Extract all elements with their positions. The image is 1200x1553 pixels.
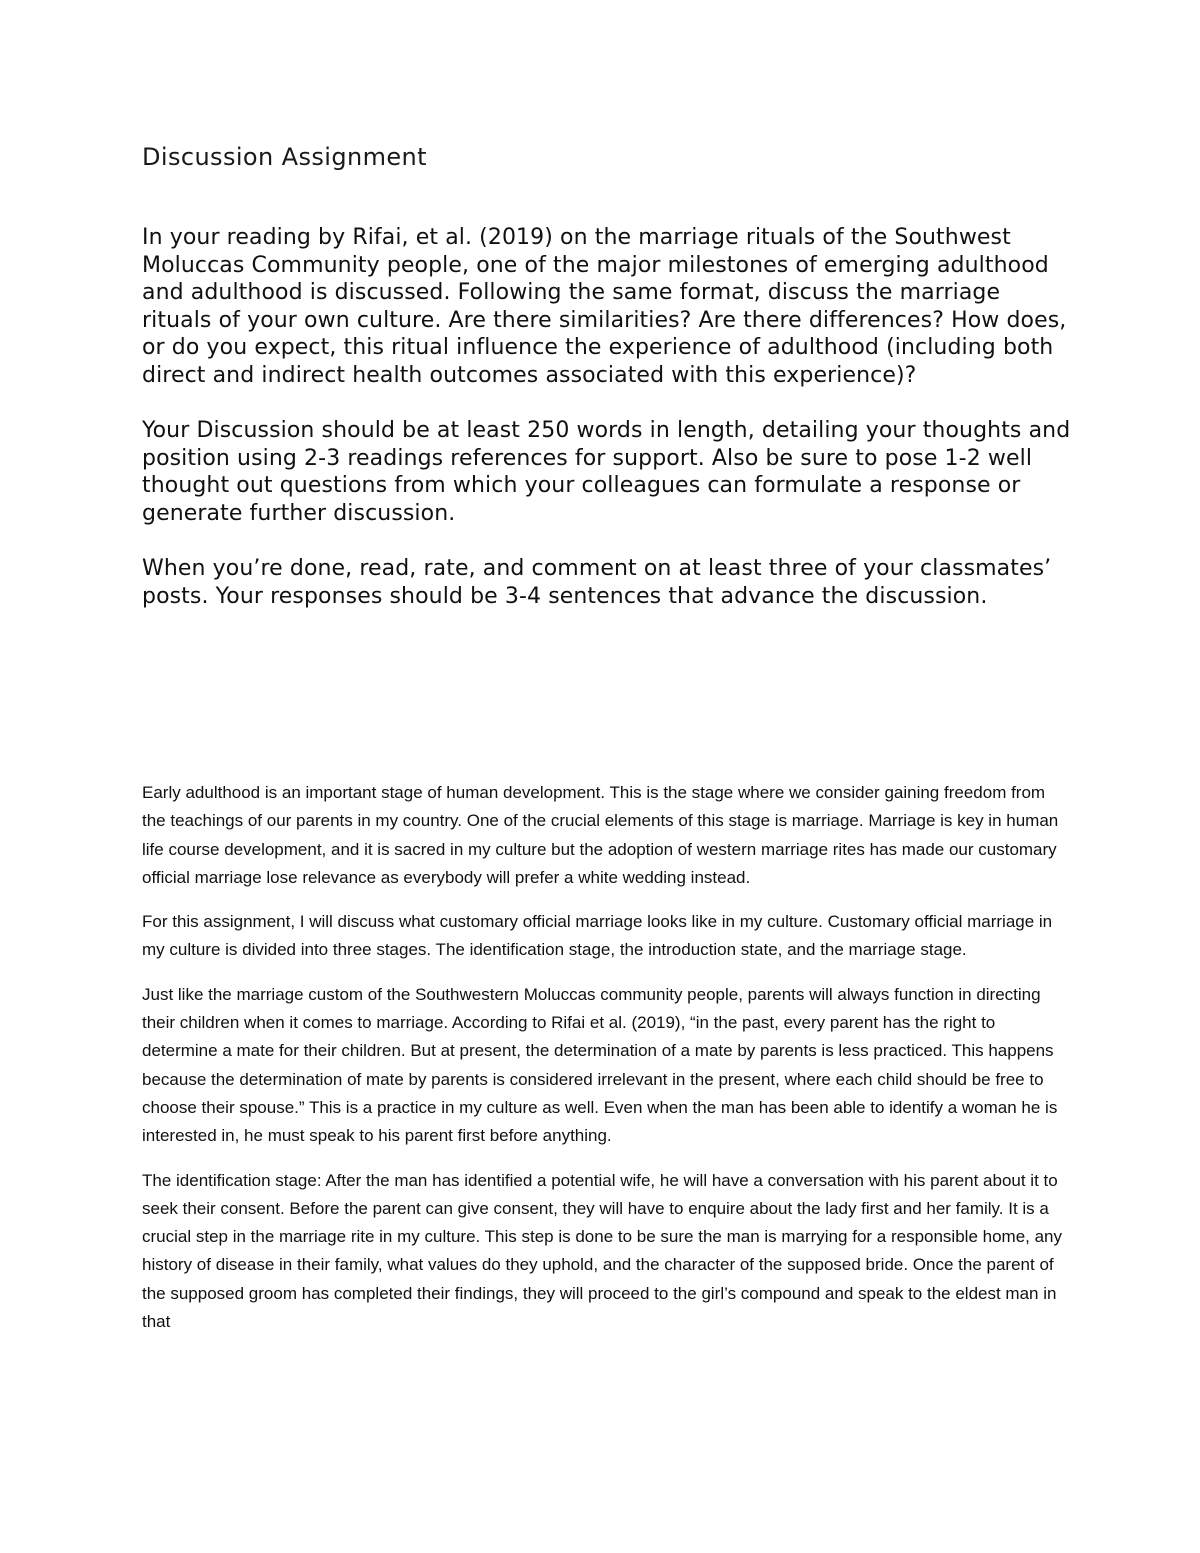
essay-paragraph: Just like the marriage custom of the Southwestern Moluccas community people, parents will always function in directing their children when it comes to marriage. According to Rifai et al. (2019), “in the past, every parent has the right to determine a mate for their children. But at present, the determination of a mate by parents is less practiced. This happens because the determination of mate by parents is considered irrelevant in the present, where each child should be free to choose their spouse.” This is a practice in my culture as well. Even when the man has been able to identify a woman he is interested in, he must speak to his parent first before anything. (142, 984, 1058, 1146)
prompt-paragraph: Your Discussion should be at least 250 words in length, detailing your thoughts and position using 2-3 readings references for support. Also be sure to pose 1-2 well thought out questions from which your colleagues can formulate a response or generate further discussion. (142, 418, 1071, 526)
assignment-prompt (142, 224, 1072, 638)
prompt-paragraph: In your reading by Rifai, et al. (2019) on the marriage rituals of the Southwest Moluccas Community people, one of the major milestones of emerging adulthood and adulthood is discussed. Following the same format, discuss the marriage rituals of your own culture. Are there similarities? Are there differences? How does, or do you expect, this ritual influence the experience of adulthood (including both direct and indirect health outcomes associated with this experience)? (142, 225, 1067, 388)
essay-paragraph: For this assignment, I will discuss what customary official marriage looks like in my culture. Customary official marriage in my culture is divided into three stages. The identification stage, the introduction state, and the marriage stage. (142, 912, 1053, 960)
essay-paragraph: Early adulthood is an important stage of human development. This is the stage where we consider gaining freedom from the teachings of our parents in my country. One of the crucial elements of this stage is marriage. Marriage is key in human life course development, and it is sacred in my culture but the adoption of western marriage rites has made our customary official marriage lose relevance as everybody will prefer a white wedding instead. (142, 783, 1059, 887)
essay-body (142, 779, 1067, 1352)
document-title: Discussion Assignment (142, 143, 427, 171)
prompt-paragraph: When you’re done, read, rate, and comment on at least three of your classmates’ posts. Your responses should be 3-4 sentences that advance the discussion. (142, 556, 1052, 609)
essay-paragraph: The identification stage: After the man has identified a potential wife, he will have a conversation with his parent about it to seek their consent. Before the parent can give consent, they will have to enquire about the lady first and her family. It is a crucial step in the marriage rite in my culture. This step is done to be sure the man is marrying for a responsible home, any history of disease in their family, what values do they uphold, and the character of the supposed bride. Once the parent of the supposed groom has completed their findings, they will proceed to the girl’s compound and speak to the eldest man in that (142, 1170, 1063, 1332)
